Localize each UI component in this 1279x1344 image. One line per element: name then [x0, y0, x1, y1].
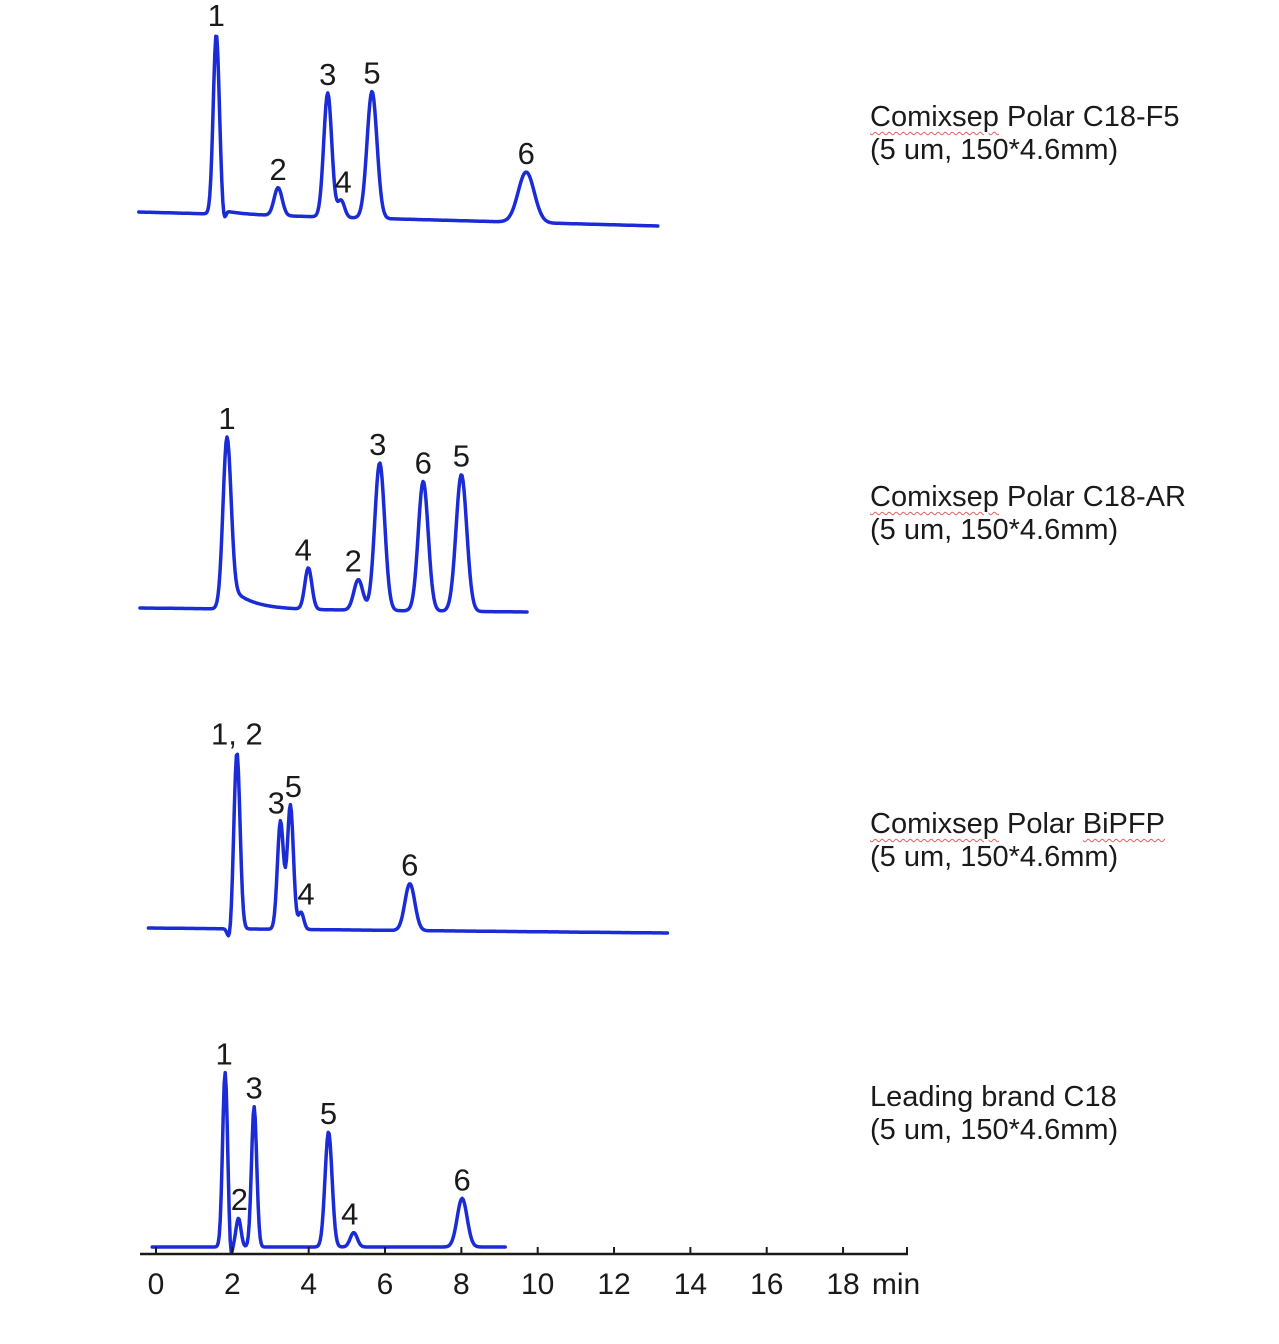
column-size: (5 um, 150*4.6mm): [870, 134, 1119, 166]
peak-label: 5: [363, 55, 381, 91]
x-axis-tick-label: 16: [750, 1268, 784, 1301]
column-label-leading-brand: [870, 1081, 1118, 1147]
column-model-text: Polar: [998, 808, 1083, 840]
column-size: (5 um, 150*4.6mm): [870, 514, 1119, 546]
x-axis-tick-label: 8: [453, 1268, 470, 1301]
chromatogram-trace-3: [148, 754, 667, 935]
x-axis-tick-label: 14: [673, 1268, 708, 1301]
peak-label: 4: [334, 164, 352, 200]
x-axis-tick-label: 10: [521, 1268, 555, 1301]
column-model-text: Polar C18-AR: [998, 481, 1186, 513]
peak-label: 6: [401, 847, 419, 883]
x-axis-tick-label: 18: [826, 1268, 860, 1301]
peak-label: 2: [230, 1182, 249, 1218]
peak-label: 1: [215, 1036, 233, 1072]
column-brand-text: Comixsep: [870, 101, 999, 133]
column-name: [870, 481, 1186, 514]
x-axis-unit-label: min: [871, 1268, 921, 1301]
peak-label: 3: [245, 1070, 263, 1106]
column-model-text: Leading brand C18: [870, 1081, 1117, 1113]
column-model-text: BiPFP: [1082, 808, 1165, 840]
peak-label: 4: [297, 876, 315, 912]
column-model-text: Polar C18-F5: [998, 101, 1180, 133]
column-label-bipfp: [870, 808, 1165, 874]
peak-label: 3: [319, 56, 337, 92]
column-size: (5 um, 150*4.6mm): [870, 1114, 1119, 1146]
column-name: [870, 808, 1165, 841]
peak-label: 6: [414, 445, 432, 481]
peak-label: 5: [319, 1095, 338, 1131]
column-brand-text: Comixsep: [870, 481, 999, 513]
peak-label: 1: [207, 0, 225, 34]
column-brand-text: Comixsep: [870, 808, 999, 840]
x-axis-tick-label: 4: [300, 1268, 318, 1301]
peak-label: 6: [517, 136, 535, 171]
peak-label: 2: [269, 151, 287, 187]
x-axis-tick-label: 2: [223, 1268, 241, 1301]
x-axis-tick-label: 6: [376, 1268, 394, 1301]
chromatogram-trace-1: [139, 36, 658, 226]
column-name: [870, 1081, 1118, 1114]
peak-label: 4: [341, 1196, 359, 1232]
peak-label: 1, 2: [211, 716, 263, 752]
column-name: [870, 101, 1179, 134]
column-size: (5 um, 150*4.6mm): [870, 841, 1119, 873]
peak-label: 2: [344, 543, 362, 579]
column-label-c18-ar: [870, 481, 1186, 547]
peak-label: 3: [369, 426, 387, 462]
peak-label: 6: [453, 1162, 471, 1198]
peak-label: 5: [452, 438, 471, 474]
peak-label: 4: [294, 532, 312, 568]
column-label-c18-f5: [870, 101, 1179, 167]
x-axis-tick-label: 12: [597, 1268, 631, 1301]
peak-label: 3: [267, 785, 286, 821]
peak-label: 5: [284, 769, 303, 805]
x-axis-tick-label: 0: [147, 1268, 165, 1301]
peak-label: 1: [218, 401, 236, 436]
